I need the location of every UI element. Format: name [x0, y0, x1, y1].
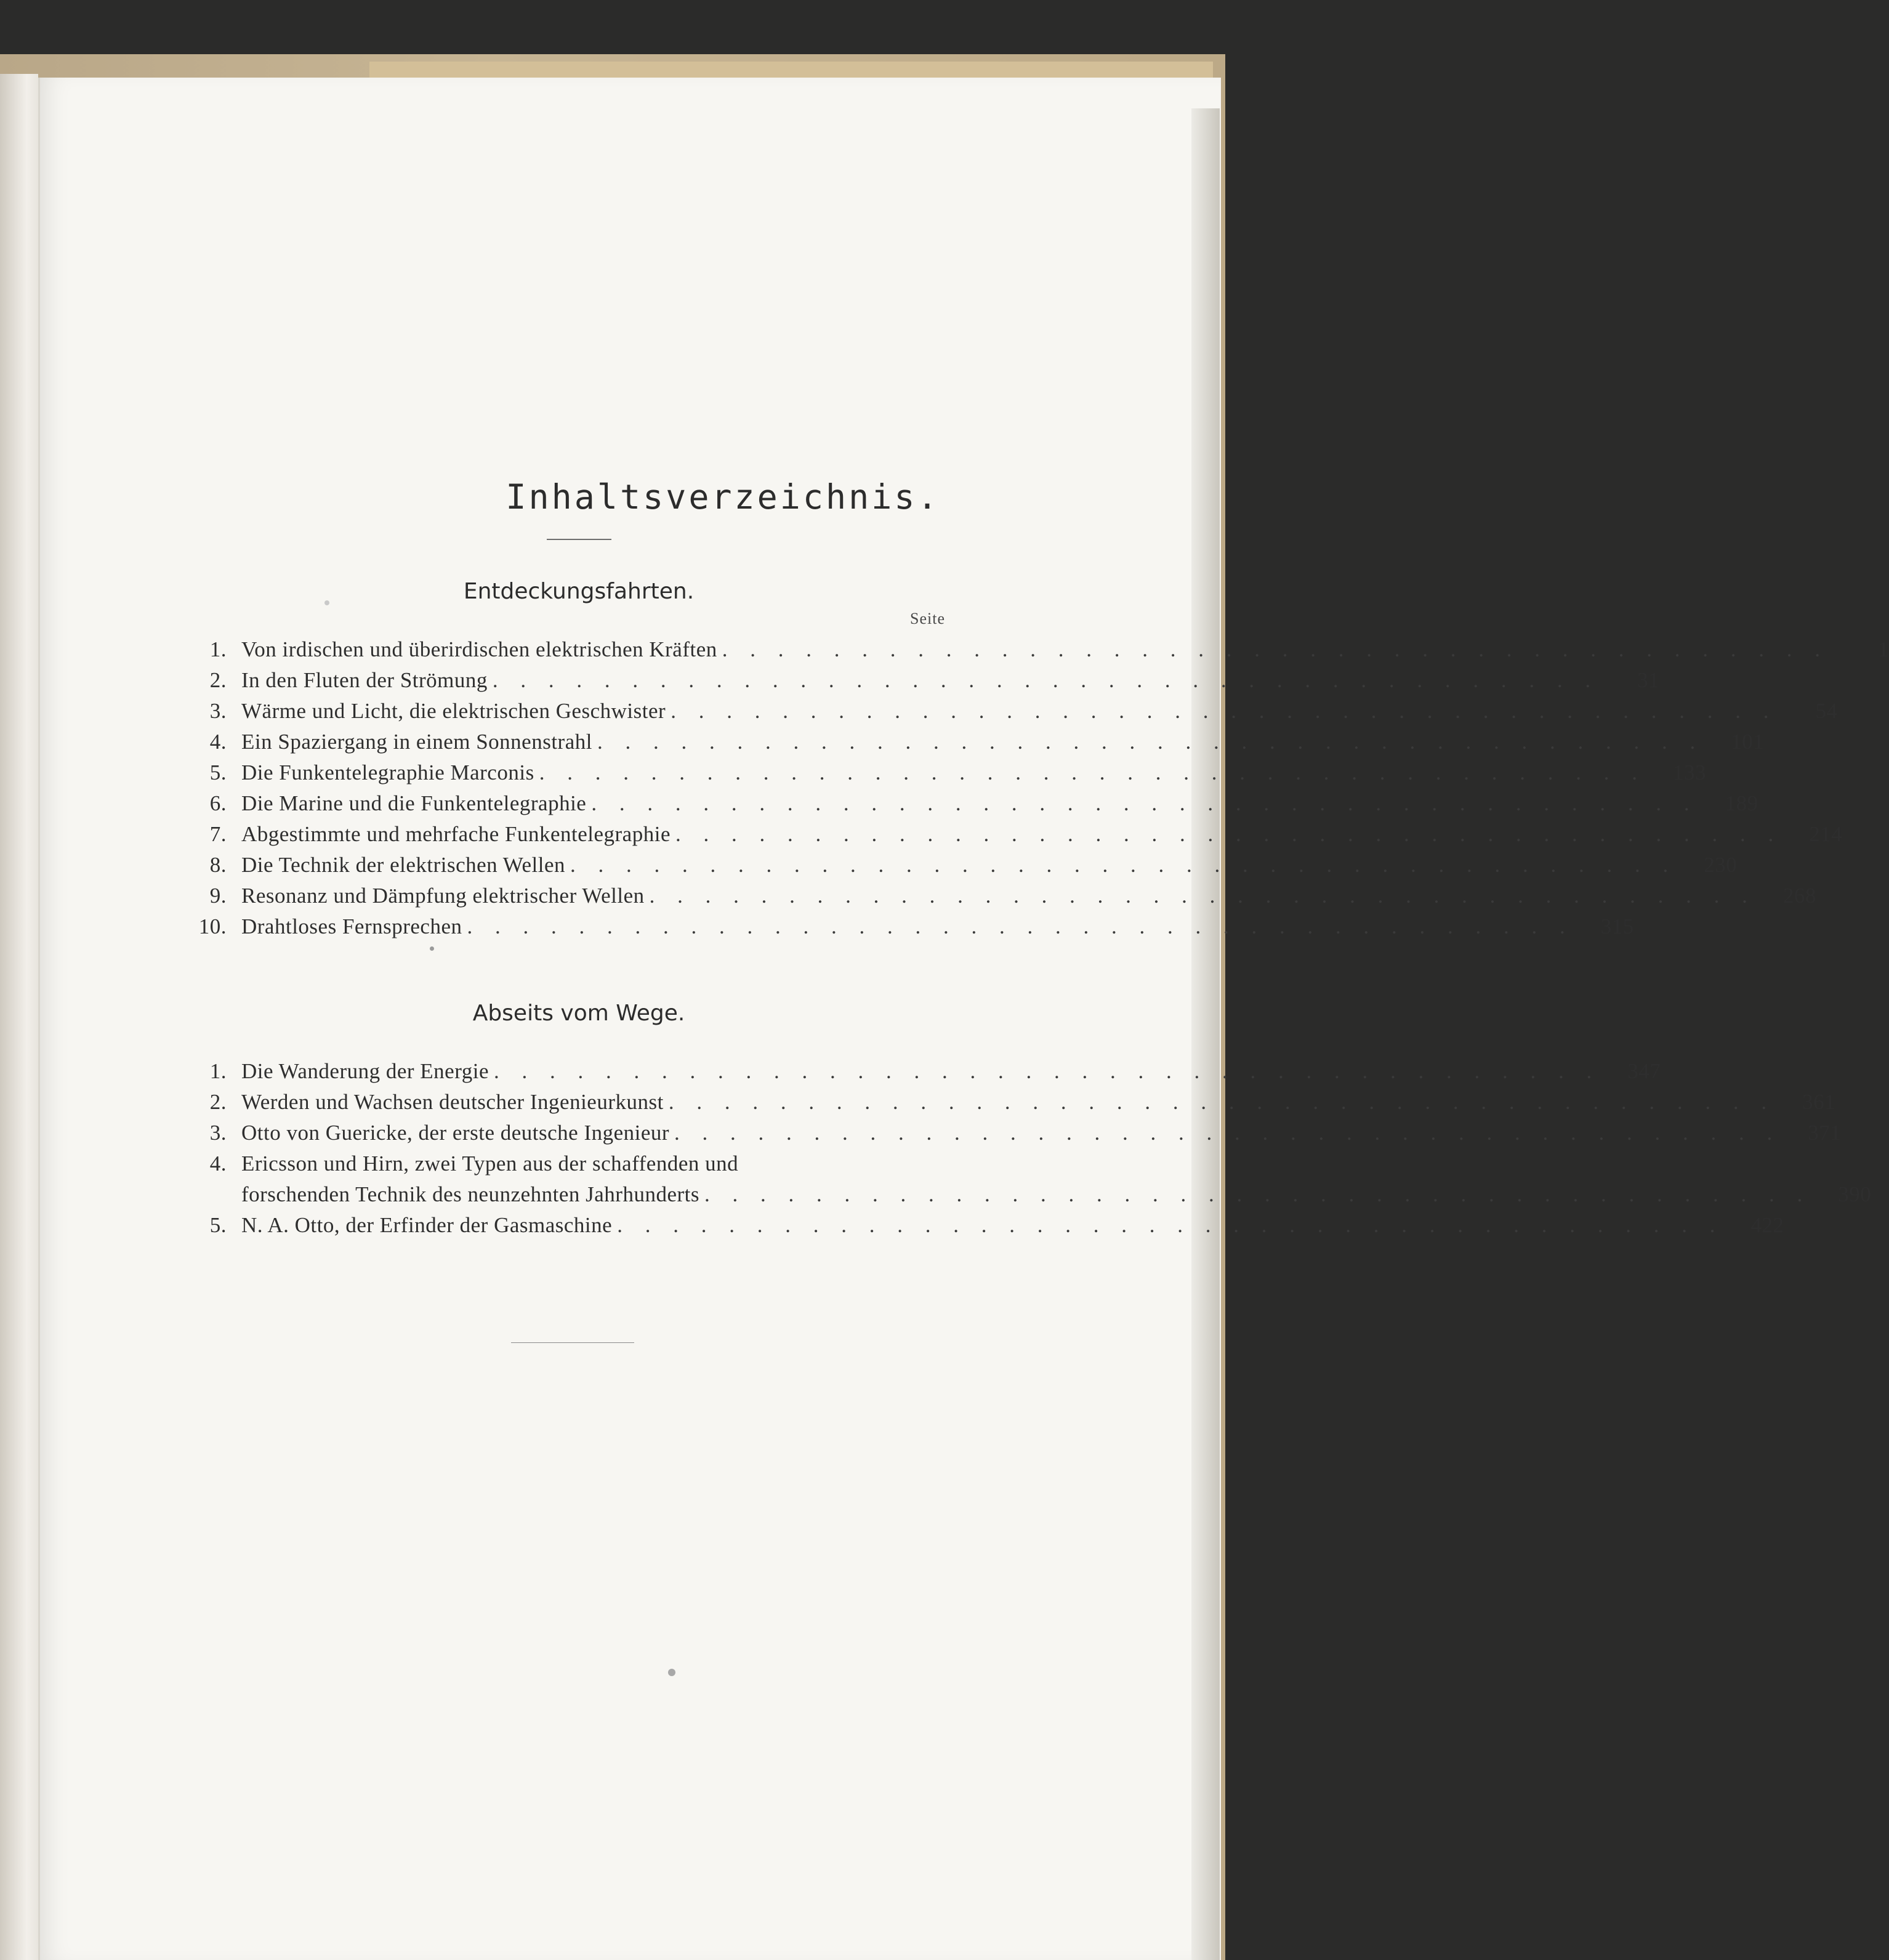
entry-number: 5. [209, 1213, 227, 1237]
toc-entry[interactable] [197, 727, 1765, 757]
paper-speck [668, 1669, 675, 1676]
entry-title: In den Fluten der Strömung [241, 668, 488, 692]
title-rule [547, 539, 611, 540]
seite-label: Seite [910, 610, 945, 627]
toc-entry[interactable] [197, 1056, 1661, 1087]
entry-number: 9. [209, 884, 227, 908]
entry-title: Otto von Guericke, der erste deutsche Ingenieur [241, 1121, 670, 1145]
toc-entry[interactable] [197, 819, 1843, 850]
entry-page: 268 [1782, 884, 1816, 908]
toc-entry[interactable] [197, 1148, 1872, 1210]
entry-number: 7. [209, 822, 227, 846]
dot-leader: . . . . . . . . . . . . . . . . . . . . . . . . . . . . . . . . . . . . . . . . [674, 1121, 1781, 1145]
dot-leader: . . . . . . . . . . . . . . . . . . . . . . . . . . . . . . . . . . . . . . . . [591, 791, 1698, 815]
entry-title: Abgestimmte und mehrfache Funkentelegraphie [241, 822, 671, 846]
toc-entry[interactable] [197, 1118, 1842, 1148]
entry-title-line2: forschenden Technik des neunzehnten Jahrhunderts [241, 1182, 699, 1206]
entry-page: 347 [1627, 1059, 1661, 1083]
toc-entry[interactable] [197, 634, 1889, 665]
entry-page: 390 [1838, 1182, 1872, 1206]
entry-title: Wärme und Licht, die elektrischen Geschwister [241, 699, 666, 723]
toc-entry[interactable] [197, 911, 1634, 942]
entry-page: 1 [1878, 637, 1889, 661]
entry-page: 31 [1637, 668, 1660, 692]
entry-title: Werden und Wachsen deutscher Ingenieurkunst [241, 1090, 664, 1114]
dot-leader: . . . . . . . . . . . . . . . . . . . . . . . . . . . . . . . . . . . . . . . . [467, 914, 1574, 938]
toc-entry[interactable] [197, 788, 1758, 819]
toc-entry[interactable] [197, 665, 1660, 696]
toc-entry[interactable] [197, 1210, 1784, 1241]
entry-title: Von irdischen und überirdischen elektrischen Kräften [241, 637, 717, 661]
entry-number: 4. [209, 1151, 227, 1176]
entry-number: 1. [209, 637, 227, 661]
entry-title-block [241, 1148, 1871, 1210]
entry-number: 5. [209, 760, 227, 784]
entry-title-line1: Ericsson und Hirn, zwei Typen aus der schaffenden und [241, 1151, 739, 1176]
dot-leader: . . . . . . . . . . . . . . . . . . . . . . . . . . . . . . . . . . . . . . . . [492, 668, 1600, 692]
page-title: Inhaltsverzeichnis. [505, 477, 940, 517]
dot-leader: . . . . . . . . . . . . . . . . . . . . . . . . . . . . . . . . . . . . . . . . [671, 699, 1778, 723]
toc-entry[interactable] [197, 881, 1816, 911]
toc-entry[interactable] [197, 1087, 1836, 1118]
entry-page: 230 [1704, 853, 1738, 877]
entry-title: Resonanz und Dämpfung elektrischer Wellen [241, 884, 645, 908]
entry-title: N. A. Otto, der Erfinder der Gasmaschine [241, 1213, 613, 1237]
entry-page: 101 [1731, 730, 1765, 754]
section-heading-abseits-vom-wege: Abseits vom Wege. [472, 1001, 685, 1026]
entry-number: 8. [209, 853, 227, 877]
entry-number: 10. [198, 914, 227, 938]
entry-number: 6. [209, 791, 227, 815]
end-rule [511, 1342, 634, 1343]
dot-leader: . . . . . . . . . . . . . . . . . . . . . . . . . . . . . . . . . . . . . . . . [675, 822, 1782, 846]
dot-leader: . . . . . . . . . . . . . . . . . . . . . . . . . . . . . . . . . . . . . . . . [722, 637, 1829, 661]
toc-entry[interactable] [197, 850, 1738, 881]
dot-leader: . . . . . . . . . . . . . . . . . . . . . . . . . . . . . . . . . . . . . . . . [494, 1059, 1601, 1083]
entry-page: 371 [1808, 1121, 1842, 1145]
toc-entry[interactable] [197, 757, 1706, 788]
entry-number: 4. [209, 730, 227, 754]
entry-title: Ein Spaziergang in einem Sonnenstrahl [241, 730, 592, 754]
entry-number: 3. [209, 699, 227, 723]
dot-leader: . . . . . . . . . . . . . . . . . . . . . . . . . . . . . . . . . . . . . . . . [617, 1213, 1724, 1237]
dot-leader: . . . . . . . . . . . . . . . . . . . . . . . . . . . . . . . . . . . . . . . . [597, 730, 1704, 754]
toc-section-2 [197, 1056, 1872, 1241]
entry-page: 422 [1750, 1213, 1784, 1237]
toc-section-1 [197, 634, 1889, 942]
entry-title: Drahtloses Fernsprechen [241, 914, 462, 938]
entry-page: 214 [1809, 822, 1843, 846]
section-heading-entdeckungsfahrten: Entdeckungsfahrten. [463, 579, 695, 604]
dot-leader: . . . . . . . . . . . . . . . . . . . . . . . . . . . . . . . . . . . . . . . . [649, 884, 1756, 908]
dot-leader: . . . . . . . . . . . . . . . . . . . . . . . . . . . . . . . . . . . . . . . . [668, 1090, 1776, 1114]
dot-leader: . . . . . . . . . . . . . . . . . . . . . . . . . . . . . . . . . . . . . . . . [704, 1182, 1811, 1206]
toc-entry[interactable] [197, 696, 1838, 727]
dot-leader: . . . . . . . . . . . . . . . . . . . . . . . . . . . . . . . . . . . . . . . . [539, 760, 1646, 784]
paper-speck [324, 600, 329, 605]
entry-page: 315 [1600, 914, 1634, 938]
entry-page: 54 [1815, 699, 1838, 723]
entry-page: 361 [1802, 1090, 1836, 1114]
entry-title: Die Technik der elektrischen Wellen [241, 853, 566, 877]
entry-title-line2-row [241, 1179, 1871, 1210]
dot-leader: . . . . . . . . . . . . . . . . . . . . . . . . . . . . . . . . . . . . . . . . [570, 853, 1677, 877]
entry-number: 2. [209, 1090, 227, 1114]
entry-page: 133 [1672, 760, 1706, 784]
page-stack-edge [1191, 108, 1220, 1960]
entry-title: Die Wanderung der Energie [241, 1059, 489, 1083]
entry-page: 189 [1725, 791, 1758, 815]
entry-number: 2. [209, 668, 227, 692]
entry-number: 3. [209, 1121, 227, 1145]
entry-number: 1. [209, 1059, 227, 1083]
entry-title: Die Marine und die Funkentelegraphie [241, 791, 587, 815]
entry-title: Die Funkentelegraphie Marconis [241, 760, 534, 784]
paper-speck [430, 946, 434, 951]
